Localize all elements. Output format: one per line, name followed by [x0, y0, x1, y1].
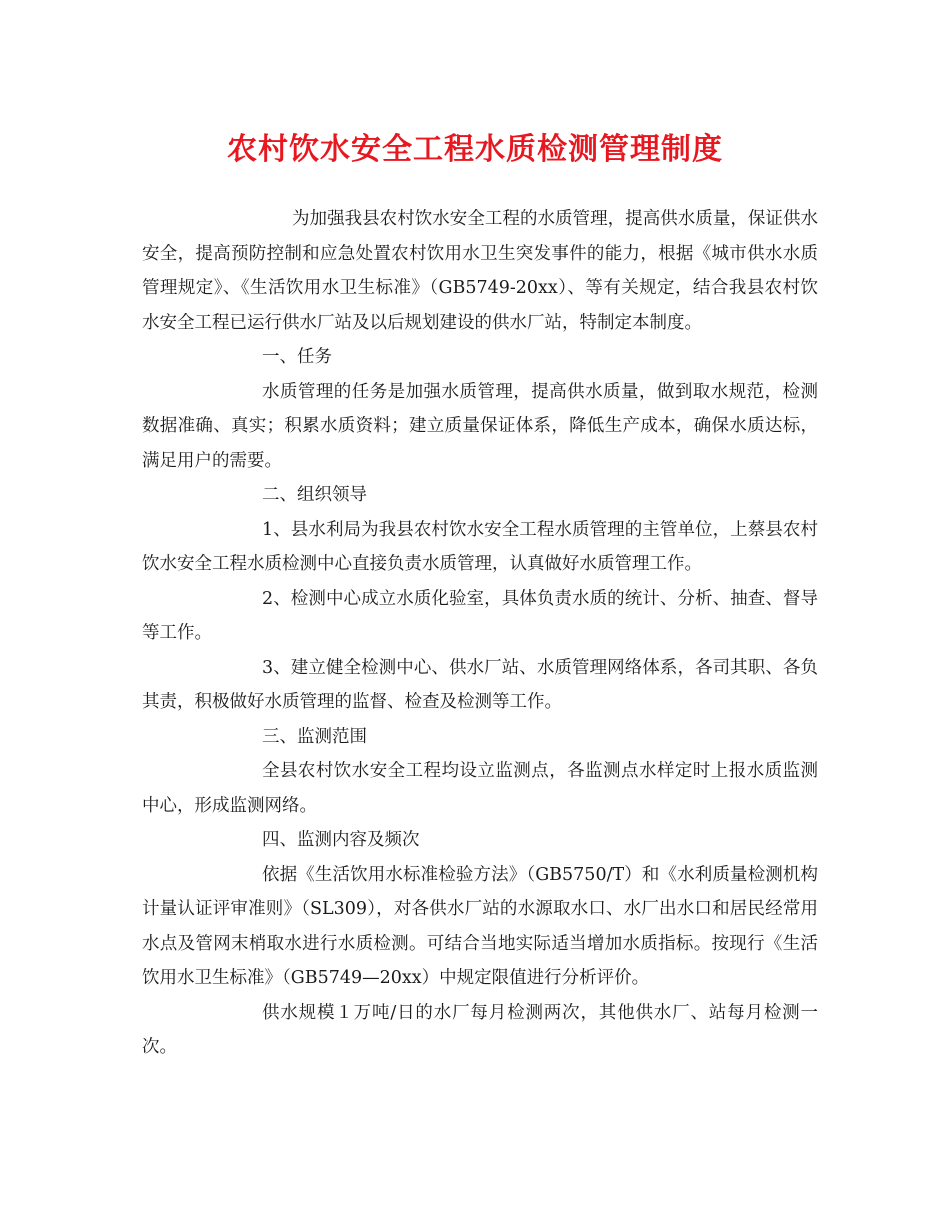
document-title: 农村饮水安全工程水质检测管理制度	[227, 132, 723, 167]
organization-item-1: 1、县水利局为我县农村饮水安全工程水质管理的主管单位，上蔡县农村饮水安全工程水质检测中心直接负责水质管理，认真做好水质管理工作。	[142, 519, 818, 574]
section-heading-task: 一、任务	[262, 347, 332, 367]
organization-item-2: 2、检测中心成立水质化验室，具体负责水质的统计、分析、抽查、督导等工作。	[142, 588, 818, 643]
content-paragraph: 依据《生活饮用水标准检验方法》（GB5750/T）和《水利质量检测机构计量认证评审准则》（SL309），对各供水厂站的水源取水口、水厂出水口和居民经常用水点及管网末梢取水进行水质检测。可结合当地实际适当增加水质指标。按现行《生活饮用水卫生标准》（GB5749—20xx）中规定限值进行分析评价。	[142, 864, 818, 988]
task-paragraph: 水质管理的任务是加强水质管理，提高供水质量，做到取水规范，检测数据准确、真实；积累水质资料；建立质量保证体系，降低生产成本，确保水质达标，满足用户的需要。	[142, 381, 818, 471]
section-heading-scope: 三、监测范围	[262, 726, 367, 747]
intro-paragraph: 为加强我县农村饮水安全工程的水质管理，提高供水质量，保证供水安全，提高预防控制和应急处置农村饮用水卫生突发事件的能力，根据《城市供水水质管理规定》、《生活饮用水卫生标准》（GB5749-20xx）、等有关规定，结合我县农村饮水安全工程已运行供水厂站及以后规划建设的供水厂站，特制定本制度。	[142, 209, 818, 333]
frequency-paragraph: 供水规模１万吨/日的水厂每月检测两次，其他供水厂、站每月检测一次。	[142, 1002, 818, 1057]
section-heading-content-frequency: 四、监测内容及频次	[262, 830, 420, 850]
document-body	[142, 202, 818, 1065]
section-heading-organization: 二、组织领导	[262, 485, 367, 505]
scope-paragraph: 全县农村饮水安全工程均设立监测点，各监测点水样定时上报水质监测中心，形成监测网络。	[142, 761, 818, 816]
organization-item-3: 3、建立健全检测中心、供水厂站、水质管理网络体系，各司其职、各负其责，积极做好水质管理的监督、检查及检测等工作。	[142, 657, 818, 712]
